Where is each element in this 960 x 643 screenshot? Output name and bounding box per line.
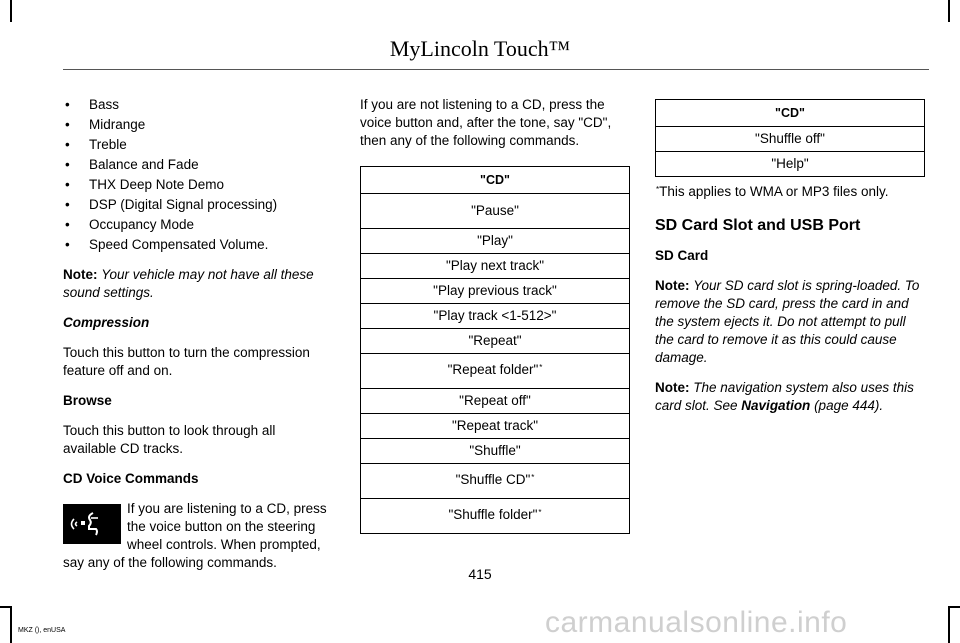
note-text: Your vehicle may not have all these sound settings. <box>63 267 314 300</box>
list-item: • Occupancy Mode <box>63 216 331 236</box>
middle-column <box>360 96 630 534</box>
table-row: "Shuffle CD"* <box>361 464 630 499</box>
table-row: "Play" <box>361 229 630 254</box>
section-heading: SD Card Slot and USB Port <box>655 217 861 234</box>
note-sd-card <box>655 277 925 367</box>
table-row: "Repeat folder"* <box>361 354 630 389</box>
intro-text: If you are not listening to a CD, press the voice button and, after the tone, say "CD", then any of the following commands. <box>360 97 612 148</box>
list-item: • THX Deep Note Demo <box>63 176 331 196</box>
note-text: The navigation system also uses this card slot. See <box>655 380 914 413</box>
left-column <box>63 96 331 572</box>
compression-heading: Compression <box>63 315 150 330</box>
table-row: "Shuffle off" <box>656 127 925 152</box>
list-item: • Speed Compensated Volume. <box>63 236 331 256</box>
watermark: carmanualsonline.info <box>545 606 848 639</box>
table-header: "CD" <box>656 100 925 127</box>
table-row: "Play next track" <box>361 254 630 279</box>
cd-voice-text: If you are listening to a CD, press the voice button on the steering wheel controls. When prompted, say any of the following commands. <box>63 501 327 570</box>
browse-heading: Browse <box>63 393 112 408</box>
note-label: Note: <box>655 380 690 395</box>
table-row: "Pause" <box>361 194 630 229</box>
note-label: Note: <box>655 278 690 293</box>
footnote-text: This applies to WMA or MP3 files only. <box>659 184 889 199</box>
crop-mark-bottom-left-h <box>0 606 12 608</box>
navigation-link[interactable]: Navigation <box>741 398 811 413</box>
crop-mark-bottom-left <box>10 606 12 643</box>
cd-voice-heading: CD Voice Commands <box>63 471 199 486</box>
table-row: "Shuffle" <box>361 439 630 464</box>
page-number: 415 <box>468 566 492 582</box>
note-sound-settings <box>63 266 331 302</box>
table-row: "Shuffle folder"* <box>361 499 630 534</box>
cd-commands-table <box>360 166 630 534</box>
crop-mark-bottom-right <box>948 606 950 643</box>
list-item: • Midrange <box>63 116 331 136</box>
footer-code: MKZ (), enUSA <box>18 627 66 634</box>
list-item: • Treble <box>63 136 331 156</box>
table-row: "Repeat" <box>361 329 630 354</box>
compression-text: Touch this button to turn the compression feature off and on. <box>63 345 310 378</box>
table-row: "Play previous track" <box>361 279 630 304</box>
table-row: "Repeat track" <box>361 414 630 439</box>
footnote <box>655 183 925 203</box>
crop-mark-top-left <box>10 0 12 22</box>
right-column <box>655 99 925 427</box>
header-divider <box>63 69 929 70</box>
crop-mark-top-right <box>948 0 950 22</box>
note-navigation <box>655 379 925 415</box>
table-row: "Repeat off" <box>361 389 630 414</box>
list-item: • DSP (Digital Signal processing) <box>63 196 331 216</box>
list-item: • Bass <box>63 96 331 116</box>
list-item: • Balance and Fade <box>63 156 331 176</box>
voice-button-icon <box>63 504 121 544</box>
sound-settings-list <box>63 96 331 256</box>
browse-text: Touch this button to look through all available CD tracks. <box>63 423 276 456</box>
crop-mark-bottom-right-h <box>948 606 960 608</box>
note-label: Note: <box>63 267 98 282</box>
page-reference: (page 444). <box>810 398 884 413</box>
sd-card-heading: SD Card <box>655 248 709 263</box>
page-title: MyLincoln Touch™ <box>389 36 571 61</box>
table-header: "CD" <box>361 167 630 194</box>
note-text: Your SD card slot is spring-loaded. To remove the SD card, press the card in and the system ejects it. Do not attempt to pull the card to remove it as this could cause damage. <box>655 278 920 365</box>
cd-voice-block <box>63 500 331 572</box>
cd-commands-table-continued <box>655 99 925 177</box>
table-row: "Help" <box>656 152 925 177</box>
footnote-mark: * <box>656 185 660 194</box>
table-row: "Play track <1-512>" <box>361 304 630 329</box>
